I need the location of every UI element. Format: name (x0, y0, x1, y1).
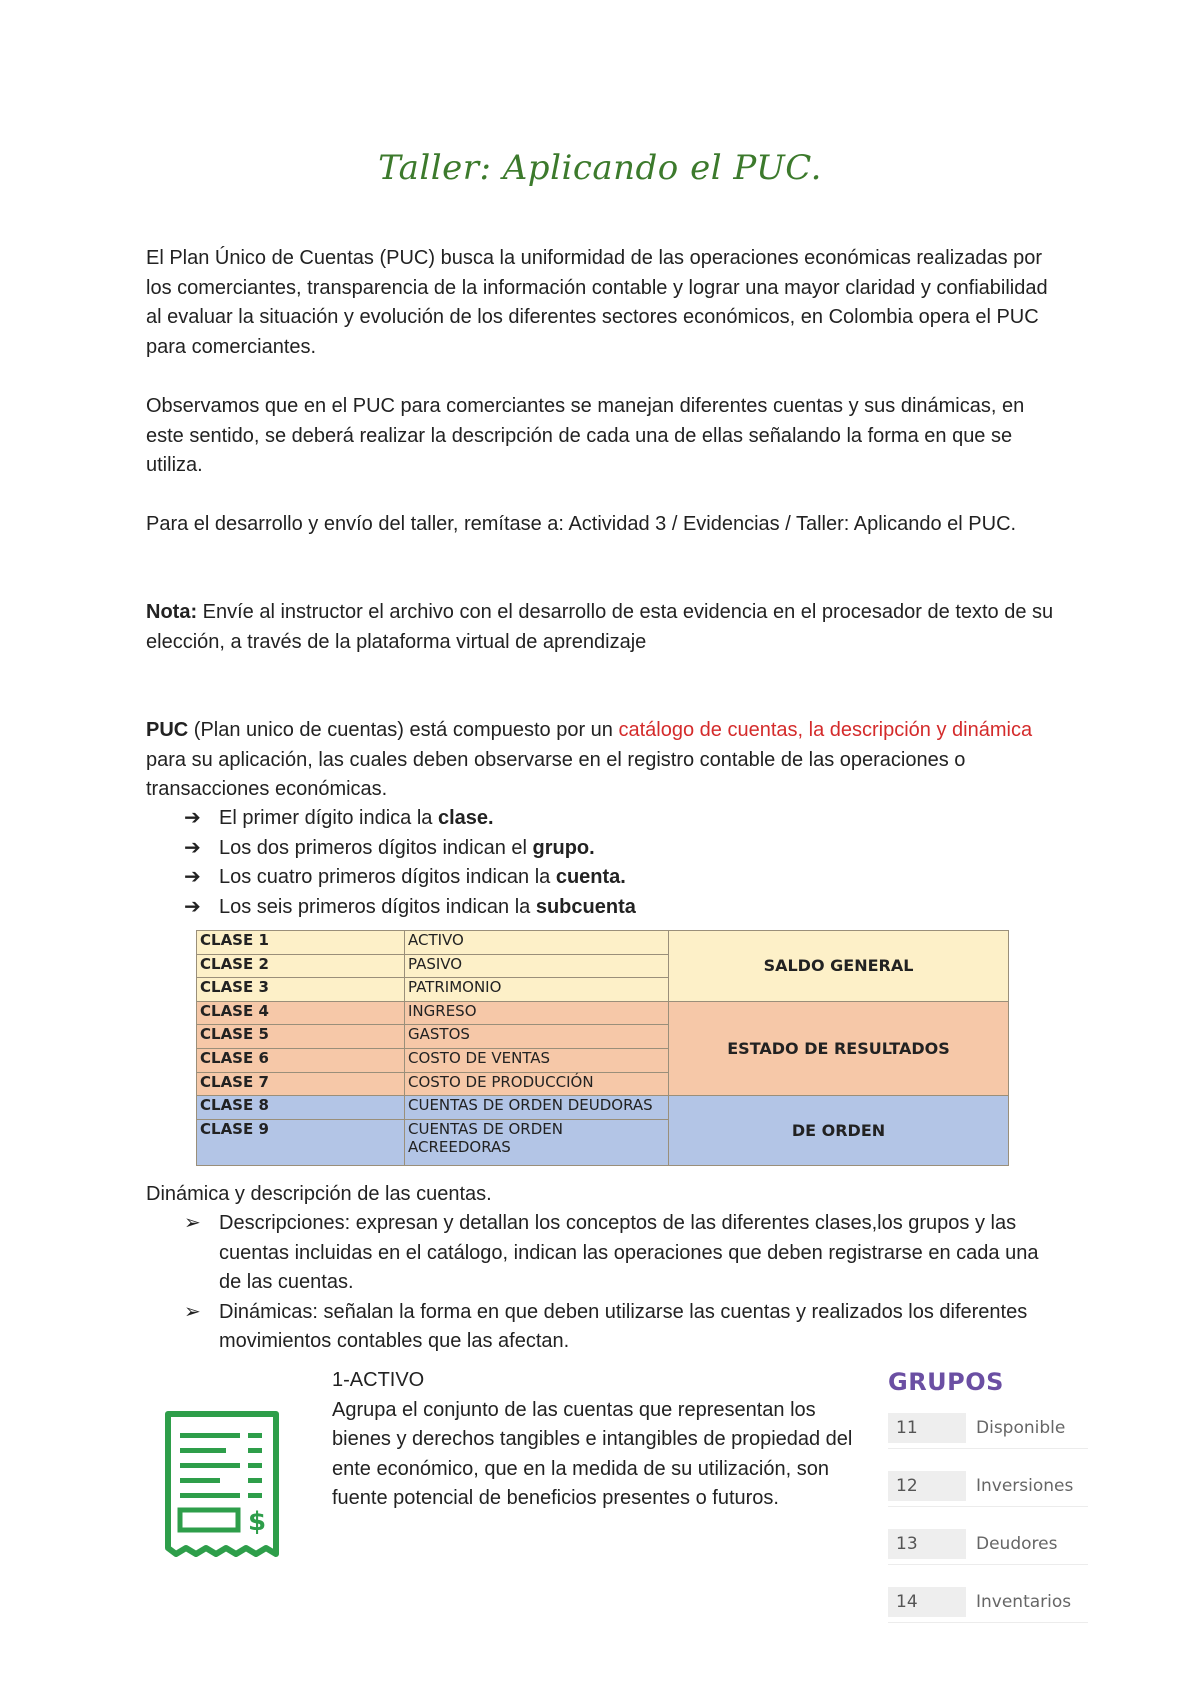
receipt-dollar-icon (160, 1408, 285, 1563)
group-code: 11 (888, 1413, 966, 1443)
table-row (197, 1096, 1009, 1120)
puc-paragraph (146, 716, 1066, 805)
arrowhead-icon: ➢ (184, 1300, 201, 1323)
dinamica-list (184, 1209, 1064, 1357)
class-code: CLASE 8 (197, 1096, 405, 1120)
digit-bullet-list (184, 804, 1084, 922)
group-estado-resultados: ESTADO DE RESULTADOS (669, 1001, 1009, 1095)
list-item (888, 1524, 1088, 1565)
table-row (197, 1001, 1009, 1025)
class-code: CLASE 9 (197, 1119, 405, 1165)
list-item (888, 1582, 1088, 1623)
group-code: 14 (888, 1587, 966, 1617)
group-code: 13 (888, 1529, 966, 1559)
group-de-orden: DE ORDEN (669, 1096, 1009, 1166)
bullet-text: Los seis primeros dígitos indican la (219, 895, 536, 918)
group-name: Deudores (976, 1534, 1058, 1554)
list-item (184, 893, 1084, 923)
class-code: CLASE 1 (197, 931, 405, 955)
class-code: CLASE 3 (197, 978, 405, 1002)
group-code: 12 (888, 1471, 966, 1501)
table-row (197, 931, 1009, 955)
arrow-icon: ➔ (184, 895, 201, 918)
class-name: CUENTAS DE ORDEN DEUDORAS (405, 1096, 669, 1120)
class-name: PATRIMONIO (405, 978, 669, 1002)
activo-text: Agrupa el conjunto de las cuentas que representan los bienes y derechos tangibles e intangibles de propiedad del ente económico, que en la medida de su utilización, son fuente potencial de beneficios presentes o futuros. (332, 1398, 853, 1509)
class-name: PASIVO (405, 954, 669, 978)
class-name: COSTO DE PRODUCCIÓN (405, 1072, 669, 1096)
note-label: Nota: (146, 601, 198, 623)
grupos-panel (888, 1368, 1088, 1640)
bullet-bold: grupo. (532, 836, 595, 859)
class-code: CLASE 6 (197, 1049, 405, 1073)
class-code: CLASE 7 (197, 1072, 405, 1096)
page-title: Taller: Aplicando el PUC. (378, 148, 822, 188)
group-name: Inversiones (976, 1476, 1074, 1496)
intro-paragraph-2: Observamos que en el PUC para comerciantes se manejan diferentes cuentas y sus dinámicas, en este sentido, se deberá realizar la descripción de cada una de ellas señalando la forma en que se utiliza. (146, 395, 1025, 476)
group-name: Disponible (976, 1418, 1066, 1438)
svg-text:$: $ (248, 1507, 267, 1537)
arrowhead-icon: ➢ (184, 1212, 201, 1234)
bullet-text: El primer dígito indica la (219, 807, 438, 829)
class-code: CLASE 5 (197, 1025, 405, 1049)
activo-section (332, 1366, 878, 1514)
arrow-icon: ➔ (184, 836, 201, 859)
class-name: GASTOS (405, 1025, 669, 1049)
dinamica-text: Descripciones: expresan y detallan los conceptos de las diferentes clases,los grupos y las cuentas incluidas en el catálogo, indican las operaciones que deben registrarse en cada una de las cuentas. (219, 1212, 1039, 1293)
intro-paragraph-3: Para el desarrollo y envío del taller, remítase a: Actividad 3 / Evidencias / Taller: Aplicando el PUC. (146, 513, 1017, 535)
puc-highlight: catálogo de cuentas, la descripción y dinámica (618, 719, 1033, 741)
class-name: INGRESO (405, 1001, 669, 1025)
list-item (184, 1298, 1064, 1357)
class-code: CLASE 2 (197, 954, 405, 978)
bullet-bold: cuenta. (555, 866, 626, 888)
list-item (184, 863, 1084, 893)
class-code: CLASE 4 (197, 1001, 405, 1025)
class-name: ACTIVO (405, 931, 669, 955)
bullet-text: Los cuatro primeros dígitos indican la (219, 866, 556, 888)
puc-text-2: para su aplicación, las cuales deben observarse en el registro contable de las operaciones o transacciones económicas. (146, 748, 966, 800)
classes-table (196, 930, 1009, 1166)
note-text: Envíe al instructor el archivo con el desarrollo de esta evidencia en el procesador de texto de su elección, a través de la plataforma virtual de aprendizaje (146, 601, 1054, 653)
list-item (184, 834, 1084, 864)
puc-label: PUC (146, 719, 189, 741)
puc-text-1: (Plan unico de cuentas) está compuesto por un (188, 719, 619, 741)
arrow-icon: ➔ (184, 866, 201, 888)
note-paragraph (146, 598, 1066, 657)
class-name: COSTO DE VENTAS (405, 1049, 669, 1073)
list-item (184, 804, 1084, 834)
bullet-bold: subcuenta (535, 895, 636, 918)
list-item (888, 1466, 1088, 1507)
arrow-icon: ➔ (184, 807, 201, 829)
bullet-bold: clase. (437, 807, 494, 829)
class-name: CUENTAS DE ORDEN ACREEDORAS (405, 1119, 669, 1165)
dinamica-text: Dinámicas: señalan la forma en que deben utilizarse las cuentas y realizados los diferentes movimientos contables que las afectan. (219, 1300, 1028, 1352)
group-name: Inventarios (976, 1592, 1072, 1612)
list-item (184, 1209, 1064, 1298)
list-item (888, 1408, 1088, 1449)
activo-heading: 1-ACTIVO (332, 1369, 425, 1391)
group-saldo-general: SALDO GENERAL (669, 931, 1009, 1002)
grupos-title: GRUPOS (888, 1368, 1004, 1396)
intro-paragraph-1: El Plan Único de Cuentas (PUC) busca la uniformidad de las operaciones económicas realizadas por los comerciantes, transparencia de la información contable y lograr una mayor claridad y confiabilidad al evaluar la situación y evolución de los diferentes sectores económicos, en Colombia opera el PUC para comerciantes. (146, 247, 1048, 358)
dinamica-heading: Dinámica y descripción de las cuentas. (146, 1183, 492, 1205)
bullet-text: Los dos primeros dígitos indican el (219, 836, 533, 859)
